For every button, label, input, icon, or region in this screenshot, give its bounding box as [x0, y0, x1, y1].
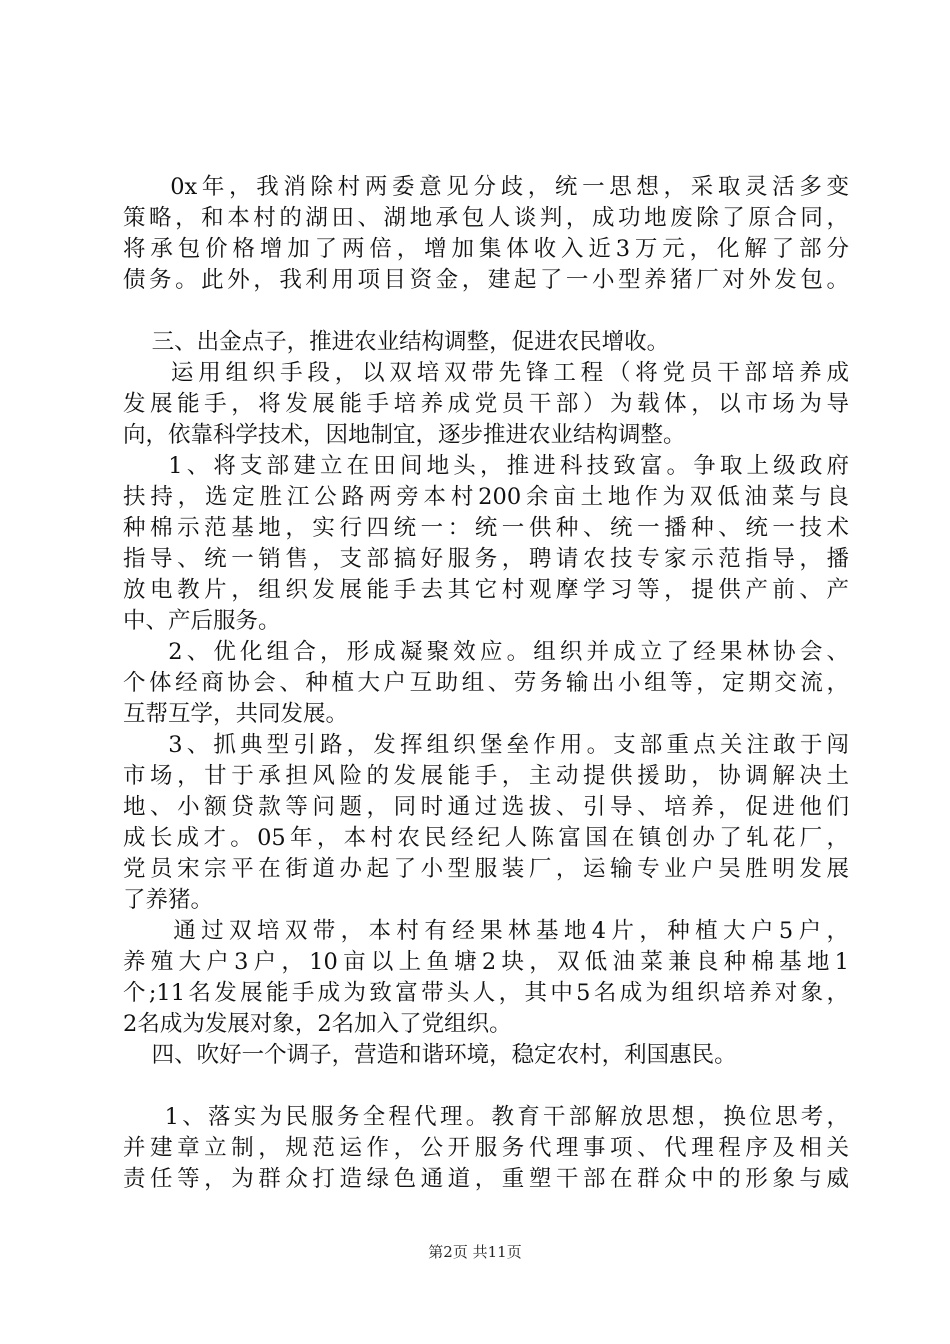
text-line: 指导、统一销售，支部搞好服务，聘请农技专家示范指导，播	[123, 546, 849, 572]
paragraph-gap	[123, 1071, 849, 1102]
section-heading: 三、出金点子，推进农业结构调整，促进农民增收。	[123, 329, 670, 355]
text-line: 债务。此外，我利用项目资金，建起了一小型养猪厂对外发包。	[123, 267, 849, 293]
text-line: 个体经商协会、种植大户互助组、劳务输出小组等，定期交流，	[123, 670, 849, 696]
document-body	[123, 172, 849, 1195]
text-line: 养殖大户3户，10亩以上鱼塘2块，双低油菜兼良种棉基地1	[123, 949, 849, 975]
text-line: 策略，和本村的湖田、湖地承包人谈判，成功地废除了原合同，	[123, 205, 849, 231]
text-line: 2、优化组合，形成凝聚效应。组织并成立了经果林协会、	[123, 639, 849, 665]
text-line: 并建章立制，规范运作，公开服务代理事项、代理程序及相关	[123, 1135, 849, 1161]
text-line: 向，依靠科学技术，因地制宜，逐步推进农业结构调整。	[123, 422, 686, 448]
text-line: 个;11名发展能手成为致富带头人，其中5名成为组织培养对象，	[123, 980, 849, 1006]
text-line: 责任等，为群众打造绿色通道，重塑干部在群众中的形象与威	[123, 1166, 849, 1192]
section-heading: 四、吹好一个调子，营造和谐环境，稳定农村，利国惠民。	[123, 1042, 737, 1068]
text-line: 中、产后服务。	[123, 608, 281, 634]
text-line: 地、小额贷款等问题，同时通过选拔、引导、培养，促进他们	[123, 794, 849, 820]
text-line: 1、将支部建立在田间地头，推进科技致富。争取上级政府	[123, 453, 849, 479]
text-line: 市场，甘于承担风险的发展能手，主动提供援助，协调解决土	[123, 763, 849, 789]
text-line: 互帮互学，共同发展。	[123, 701, 349, 727]
page-footer	[0, 1242, 950, 1262]
text-line: 0x年，我消除村两委意见分歧，统一思想，采取灵活多变	[123, 174, 849, 200]
text-line: 党员宋宗平在街道办起了小型服装厂，运输专业户吴胜明发展	[123, 856, 849, 882]
text-line: 成长成才。05年，本村农民经纪人陈富国在镇创办了轧花厂，	[123, 825, 849, 851]
text-line: 放电教片，组织发展能手去其它村观摩学习等，提供产前、产	[123, 577, 849, 603]
text-line: 通过双培双带，本村有经果林基地4片，种植大户5户，	[123, 918, 849, 944]
text-line: 2名成为发展对象，2名加入了党组织。	[123, 1011, 512, 1037]
text-line: 了养猪。	[123, 887, 214, 913]
text-line: 1、落实为民服务全程代理。教育干部解放思想，换位思考，	[123, 1104, 849, 1130]
text-line: 运用组织手段，以双培双带先锋工程（将党员干部培养成	[123, 360, 849, 386]
text-line: 将承包价格增加了两倍，增加集体收入近3万元，化解了部分	[123, 236, 849, 262]
text-line: 种棉示范基地，实行四统一：统一供种、统一播种、统一技术	[123, 515, 849, 541]
text-line: 3、抓典型引路，发挥组织堡垒作用。支部重点关注敢于闯	[123, 732, 849, 758]
page-number-label: 第2页 共11页	[428, 1243, 522, 1261]
paragraph-gap	[123, 296, 849, 327]
text-line: 扶持，选定胜江公路两旁本村200余亩土地作为双低油菜与良	[123, 484, 849, 510]
text-line: 发展能手，将发展能手培养成党员干部）为载体，以市场为导	[123, 391, 849, 417]
